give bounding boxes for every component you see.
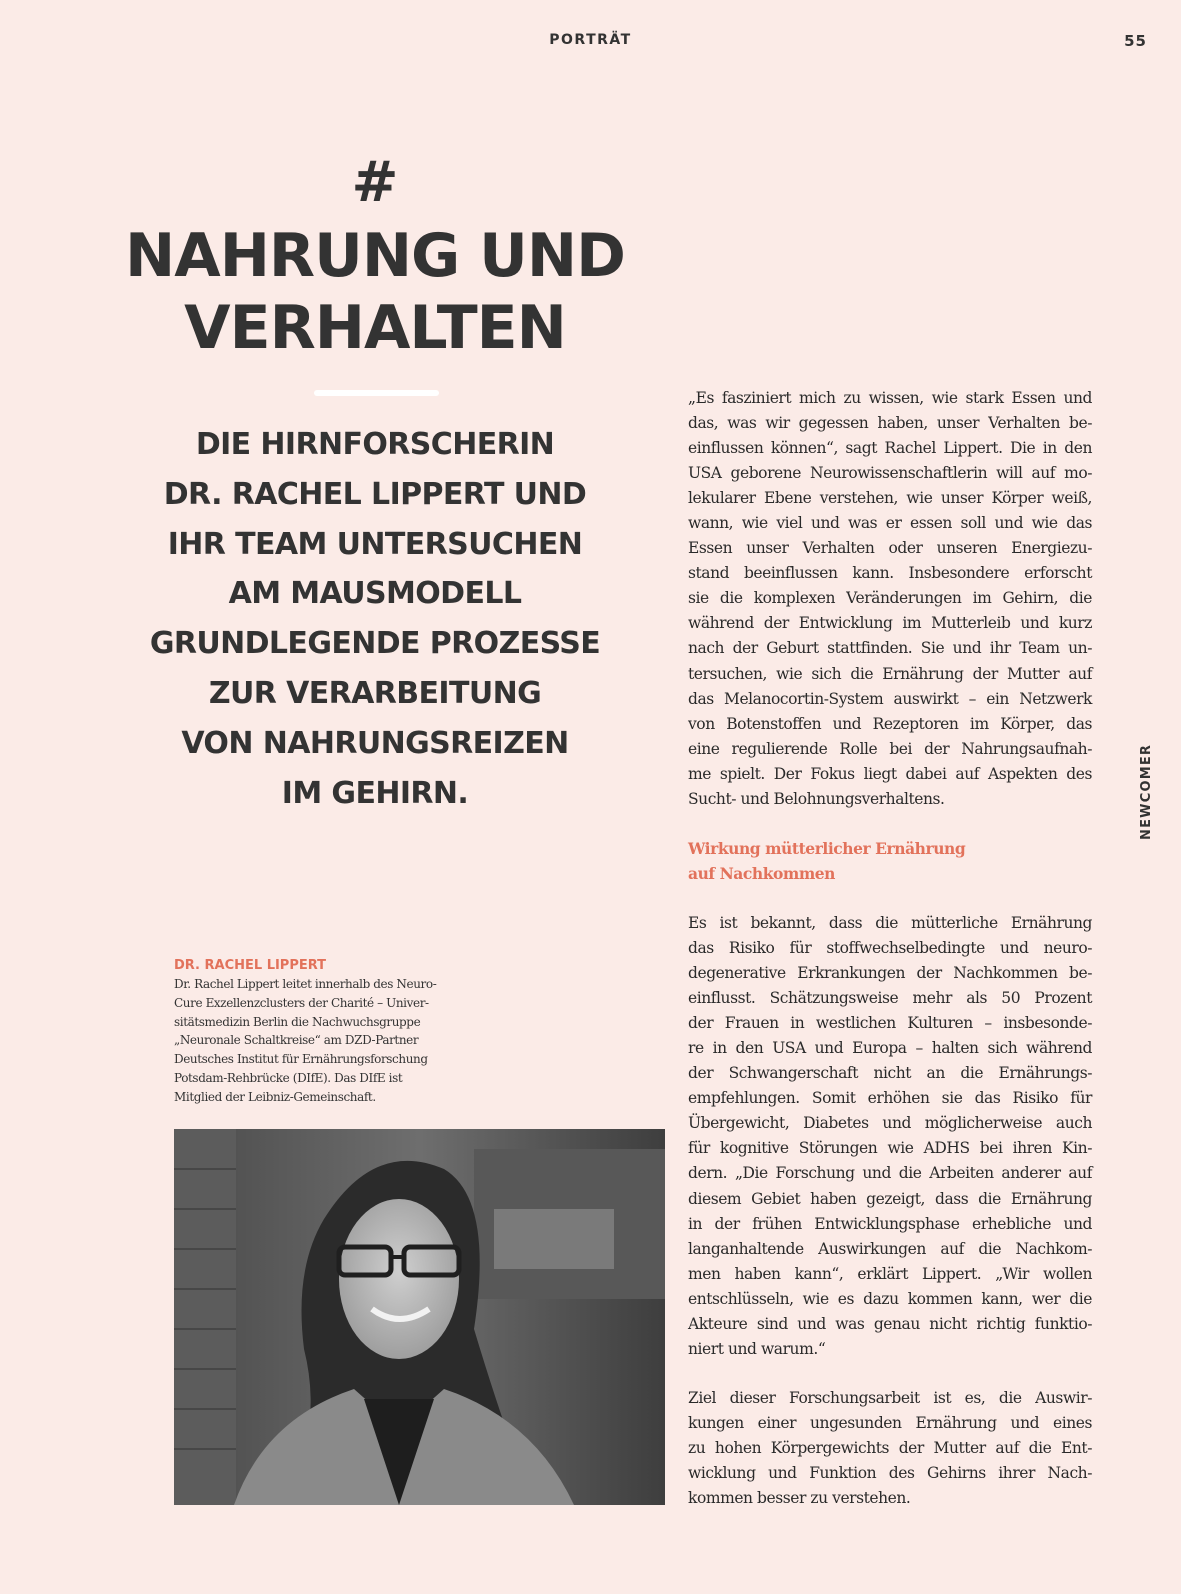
text-line: von Botenstoffen und Rezeptoren im Körper, das [688,714,1092,733]
subtitle-line: GRUNDLEGENDE PROZESSE [149,626,601,662]
page-title [120,220,630,364]
title-divider [314,390,439,396]
subheading-line: auf Nachkommen [688,864,836,884]
subtitle-line: DR. RACHEL LIPPERT UND [163,476,587,512]
page-number: 55 [1124,32,1147,50]
body-paragraph-2 [688,911,1092,1362]
text-line: Es ist bekannt, dass die mütterliche Ernährung [688,914,1092,932]
text-line: dern. „Die Forschung und die Arbeiten anderer auf [688,1164,1092,1183]
text-line: einflussen können“, sagt Rachel Lippert. Die in den [688,439,1092,458]
subtitle-line: DIE HIRNFORSCHERIN [195,427,555,462]
text-line: „Es fasziniert mich zu wissen, wie stark Essen und [688,389,1092,407]
text-line: während der Entwicklung im Mutterleib und kurz [688,614,1092,633]
photo-caption [174,958,474,1107]
text-line: für kognitive Störungen wie ADHS bei ihren Kin- [688,1139,1092,1158]
text-line: degenerative Erkrankungen der Nachkommen be- [688,964,1092,983]
text-line: der Schwangerschaft nicht an die Ernährungs- [688,1064,1092,1083]
text-line: diesem Gebiet haben gezeigt, dass die Ernährung [688,1189,1092,1208]
text-line: eine regulierende Rolle bei der Nahrungsaufnah- [688,739,1092,758]
text-line: wann, wie viel und was er essen soll und wie das [688,514,1092,533]
subtitle-line: ZUR VERARBEITUNG [208,675,542,711]
body-paragraph-1 [688,386,1092,812]
text-line: Ziel dieser Forschungsarbeit ist es, die Auswir- [688,1389,1092,1407]
text-line: Sucht- und Belohnungsverhaltens. [688,789,945,808]
text-line: entschlüsseln, wie es dazu kommen kann, wer die [688,1289,1092,1308]
text-line: empfehlungen. Somit erhöhen sie das Risiko für [688,1089,1092,1108]
hashtag-symbol: # [351,150,399,215]
text-line: einflusst. Schätzungsweise mehr als 50 Prozent [688,989,1092,1008]
text-line: Akteure sind und was genau nicht richtig funktio- [688,1314,1092,1333]
caption-line: sitätsmedizin Berlin die Nachwuchsgruppe [174,1014,421,1029]
subtitle-line: AM MAUSMODELL [228,576,522,612]
section-title: PORTRÄT [549,32,632,48]
title-line: VERHALTEN [184,293,566,363]
text-line: kungen einer ungesunden Ernährung und eines [688,1414,1092,1433]
subtitle-line: VON NAHRUNGSREIZEN [181,725,569,761]
text-line: me spielt. Der Fokus liegt dabei auf Aspekten des [688,764,1092,783]
subheading-line: Wirkung mütterlicher Ernährung [688,839,966,858]
text-line: das, was wir gegessen haben, unser Verhalten be- [688,414,1092,433]
caption-line: „Neuronale Schaltkreise“ am DZD-Partner [174,1033,419,1048]
text-line: stand beeinflussen kann. Insbesondere erforscht [688,564,1092,583]
text-line: re in den USA und Europa – halten sich während [688,1039,1092,1058]
caption-line: Dr. Rachel Lippert leitet innerhalb des Neuro- [174,977,437,991]
subtitle [140,420,610,818]
caption-text [174,975,474,1107]
title-line: NAHRUNG UND [125,221,625,291]
text-line: nach der Geburt stattfinden. Sie und ihr Team un- [688,639,1092,658]
text-line: zu hohen Körpergewichts der Mutter auf die Ent- [688,1439,1092,1458]
text-line: in der frühen Entwicklungsphase erhebliche und [688,1214,1092,1233]
text-line: das Risiko für stoffwechselbedingte und neuro- [688,939,1092,958]
body-paragraph-3 [688,1386,1092,1511]
text-line: niert und warum.“ [688,1339,826,1358]
text-line: Übergewicht, Diabetes und möglicherweise auch [688,1114,1092,1133]
section-subheading [688,836,1092,886]
text-line: kommen besser zu verstehen. [688,1489,911,1508]
text-line: wicklung und Funktion des Gehirns ihrer Nach- [688,1464,1092,1483]
text-line: men haben kann“, erklärt Lippert. „Wir wollen [688,1264,1092,1283]
text-line: USA geborene Neurowissenschaftlerin will auf mo- [688,464,1092,483]
side-tab-label: NEWCOMER [1139,743,1154,840]
caption-line: Mitglied der Leibniz-Gemeinschaft. [174,1089,376,1104]
text-line: langanhaltende Auswirkungen auf die Nachkom- [688,1239,1092,1258]
portrait-photo [174,1129,665,1505]
caption-line: Cure Exzellenzclusters der Charité – Univer- [174,995,429,1010]
caption-line: Potsdam-Rehbrücke (DIfE). Das DIfE ist [174,1070,403,1085]
subtitle-line: IHR TEAM UNTERSUCHEN [167,526,583,562]
text-line: sie die komplexen Veränderungen im Gehirn, die [688,589,1092,608]
caption-line: Deutsches Institut für Ernährungsforschung [174,1052,428,1067]
text-line: das Melanocortin-System auswirkt – ein Netzwerk [688,689,1092,708]
text-line: der Frauen in westlichen Kulturen – insbesonde- [688,1014,1092,1033]
text-line: lekularer Ebene verstehen, wie unser Körper weiß, [688,489,1092,508]
subtitle-line: IM GEHIRN. [281,775,469,811]
text-line: tersuchen, wie sich die Ernährung der Mutter auf [688,664,1092,683]
text-line: Essen unser Verhalten oder unseren Energiezu- [688,539,1092,558]
caption-name: DR. RACHEL LIPPERT [174,958,327,973]
